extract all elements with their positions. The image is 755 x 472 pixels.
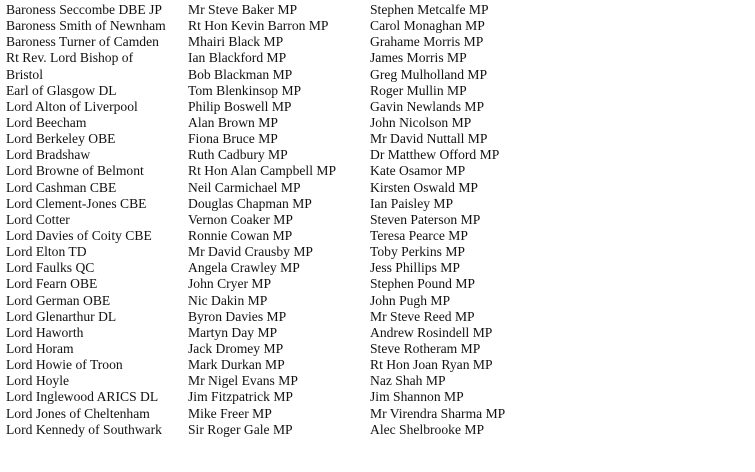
signatory-name: Nic Dakin MP	[188, 292, 268, 308]
signatory-name: Lord Alton of Liverpool	[6, 98, 138, 114]
signatory-name: Lord Faulks QC	[6, 260, 95, 276]
signatory-name: Mhairi Black MP	[188, 34, 284, 50]
column-1	[6, 2, 166, 438]
signatory-name: Lord Glenarthur DL	[6, 308, 117, 324]
signatory-name: Alan Brown MP	[188, 114, 278, 130]
signatory-name: Lord Beecham	[6, 114, 87, 130]
signatory-name: Jess Phillips MP	[370, 260, 460, 276]
signatory-name: Roger Mullin MP	[370, 82, 467, 98]
signatory-name: Rt Hon Kevin Barron MP	[188, 18, 329, 34]
signatory-name: Carol Monaghan MP	[370, 18, 485, 34]
signatory-name: Ian Paisley MP	[370, 195, 454, 211]
signatory-name: Douglas Chapman MP	[188, 195, 312, 211]
signatory-name: Lord Bradshaw	[6, 147, 91, 163]
signatory-name: Steven Paterson MP	[370, 211, 481, 227]
signatory-name: Alec Shelbrooke MP	[370, 421, 485, 437]
signatory-name: Lord Clement-Jones CBE	[6, 195, 147, 211]
signatory-name: Greg Mulholland MP	[370, 66, 488, 82]
signatory-name: Teresa Pearce MP	[370, 227, 468, 243]
signatory-name: Mr Steve Baker MP	[188, 2, 298, 17]
signatory-name: Lord German OBE	[6, 292, 111, 308]
signatory-name: Rt Hon Alan Campbell MP	[188, 163, 337, 179]
signatory-name: Bristol	[6, 66, 44, 82]
signatory-name: Toby Perkins MP	[370, 244, 465, 260]
signatory-name: Ruth Cadbury MP	[188, 147, 288, 163]
signatory-name: Lord Kennedy of Southwark	[6, 421, 162, 437]
signatory-name: Mark Durkan MP	[188, 357, 285, 373]
signatory-name: Angela Crawley MP	[188, 260, 300, 276]
signatory-name: Bob Blackman MP	[188, 66, 293, 82]
signatory-name: Vernon Coaker MP	[188, 211, 293, 227]
signatory-name: Lord Horam	[6, 340, 74, 356]
signatory-name: Lord Haworth	[6, 324, 84, 340]
signatory-name: Stephen Metcalfe MP	[370, 2, 489, 17]
signatory-name: Lord Inglewood ARICS DL	[6, 389, 159, 405]
signatory-name: John Cryer MP	[188, 276, 272, 292]
signatory-name: Lord Jones of Cheltenham	[6, 405, 150, 421]
signatory-name: Lord Howie of Troon	[6, 357, 123, 373]
signatory-name: Grahame Morris MP	[370, 34, 484, 50]
signatory-name: Dr Matthew Offord MP	[370, 147, 500, 163]
signatory-name: Stephen Pound MP	[370, 276, 475, 292]
signatory-name: Mr Nigel Evans MP	[188, 373, 298, 389]
signatory-name: Earl of Glasgow DL	[6, 82, 117, 98]
signatory-name: Neil Carmichael MP	[188, 179, 301, 195]
signatory-name: John Nicolson MP	[370, 114, 472, 130]
signatory-name: Andrew Rosindell MP	[370, 324, 493, 340]
signatory-name: Byron Davies MP	[188, 308, 287, 324]
signatory-name: Lord Cotter	[6, 211, 70, 227]
signatory-name: Martyn Day MP	[188, 324, 278, 340]
signatory-name: Lord Fearn OBE	[6, 276, 98, 292]
signatory-name: Baroness Smith of Newnham	[6, 18, 166, 34]
signatory-name: Sir Roger Gale MP	[188, 421, 293, 437]
signatory-name: Lord Cashman CBE	[6, 179, 117, 195]
signatory-name: Baroness Turner of Camden	[6, 34, 159, 50]
signatory-name: Lord Browne of Belmont	[6, 163, 144, 179]
signatory-name: Mr David Crausby MP	[188, 244, 313, 260]
signatory-name: Lord Elton TD	[6, 244, 87, 260]
column-3	[370, 2, 505, 438]
signatory-name: Jim Shannon MP	[370, 389, 464, 405]
signatory-name: Philip Boswell MP	[188, 98, 292, 114]
signatory-name: Mr Steve Reed MP	[370, 308, 475, 324]
column-2	[188, 2, 336, 438]
signatory-name: Kirsten Oswald MP	[370, 179, 478, 195]
signatory-name: Lord Hoyle	[6, 373, 70, 389]
signatory-name: Rt Hon Joan Ryan MP	[370, 357, 493, 373]
signatory-name: Kate Osamor MP	[370, 163, 466, 179]
signatory-name: Steve Rotheram MP	[370, 340, 481, 356]
signatory-name: Jack Dromey MP	[188, 340, 284, 356]
signatory-name: Mike Freer MP	[188, 405, 272, 421]
signatory-name: James Morris MP	[370, 50, 467, 66]
signatory-name: Lord Berkeley OBE	[6, 131, 116, 147]
signatory-name: Ian Blackford MP	[188, 50, 287, 66]
signatory-name: John Pugh MP	[370, 292, 451, 308]
signatory-name: Lord Davies of Coity CBE	[6, 227, 152, 243]
signatory-name: Rt Rev. Lord Bishop of	[6, 50, 134, 66]
signatory-name: Ronnie Cowan MP	[188, 227, 293, 243]
signatory-name: Naz Shah MP	[370, 373, 446, 389]
signatory-name: Mr Virendra Sharma MP	[370, 405, 506, 421]
signatory-name: Baroness Seccombe DBE JP	[6, 2, 162, 17]
signatory-name: Mr David Nuttall MP	[370, 131, 488, 147]
signatory-name: Fiona Bruce MP	[188, 131, 278, 147]
signatory-name: Gavin Newlands MP	[370, 98, 485, 114]
signatory-name: Tom Blenkinsop MP	[188, 82, 302, 98]
signatory-name: Jim Fitzpatrick MP	[188, 389, 293, 405]
